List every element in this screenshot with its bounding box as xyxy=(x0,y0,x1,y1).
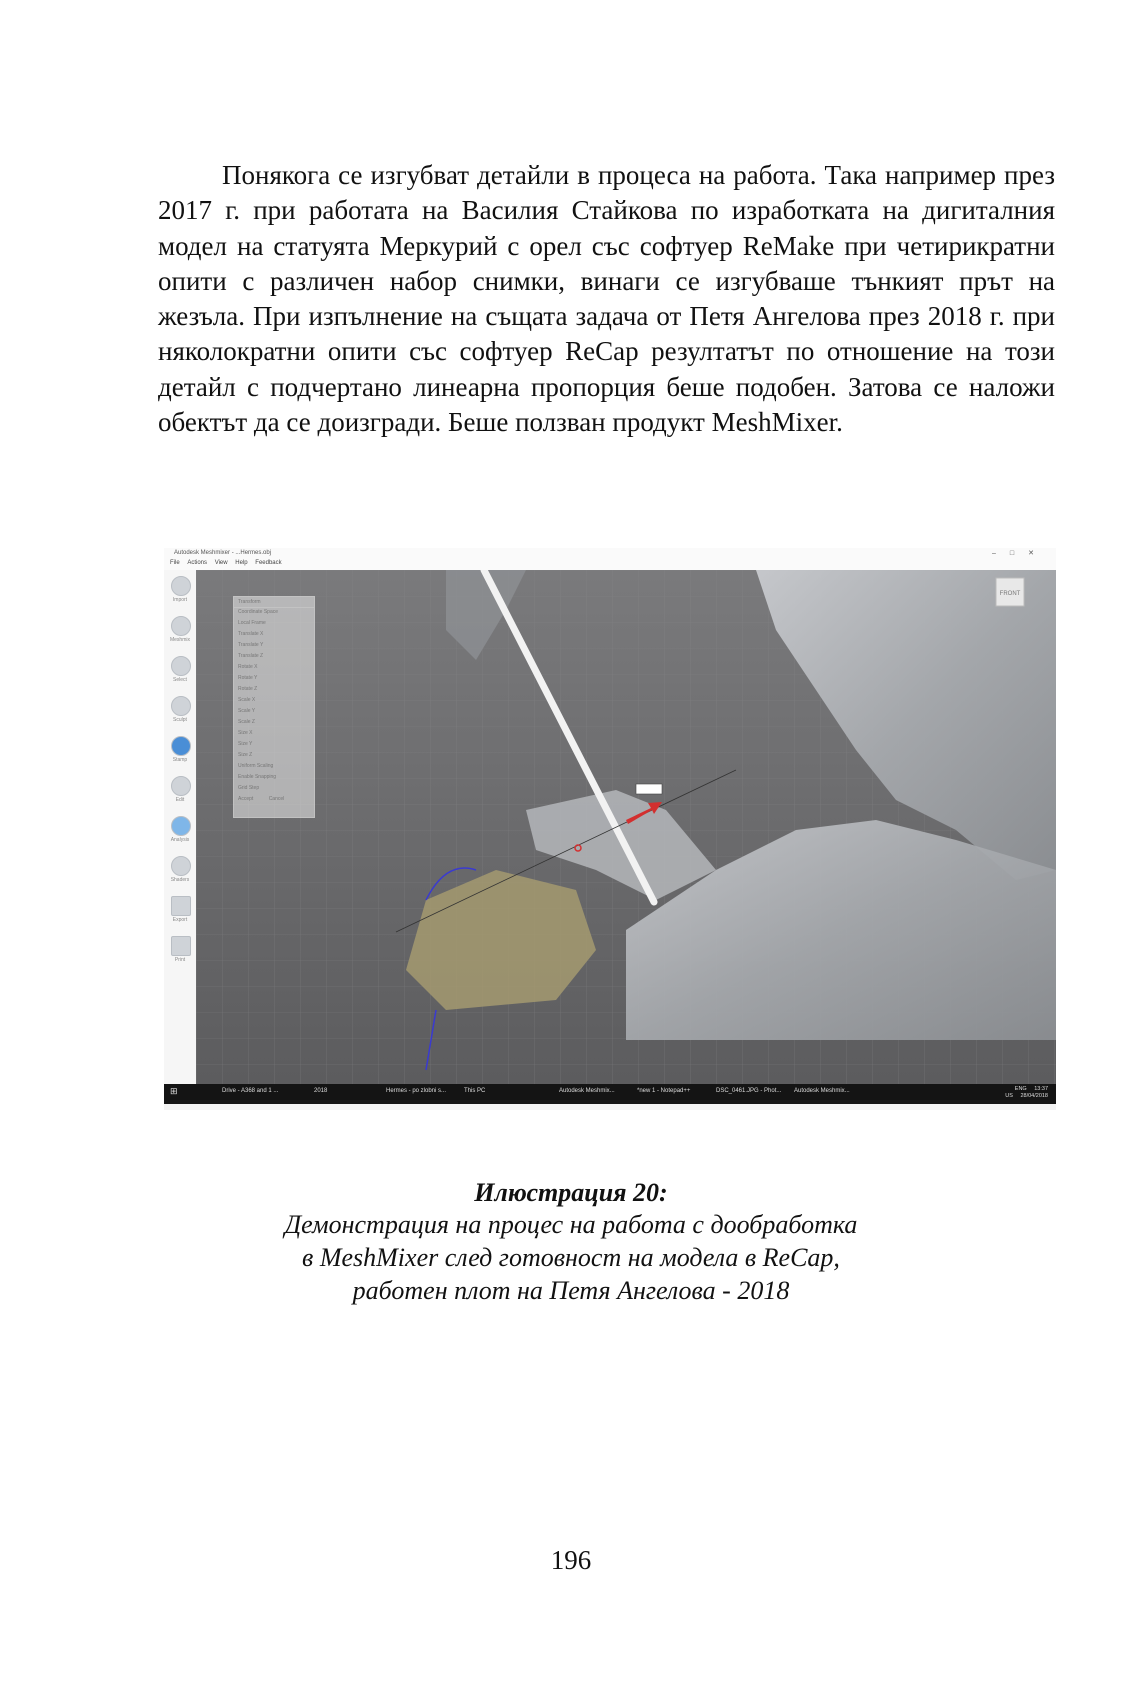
print-icon xyxy=(171,936,191,956)
tray-lang: ENG xyxy=(1014,1086,1027,1092)
body-text: Понякога се изгубват детайли в процеса на работа. Така например през 2017 г. при работата на Василия Стайкова по изработката на дигиталния модел на статуята Меркурий с орел със софтуер ReMake при четирикратни опити с различен набор снимки, винаги се изгубваше тънкият прът на жезъла. При изпълнение на същата задача от Петя Ангелова през 2018 г. при няколократни опити със софтуер ReCap резултатът по отношение на този детайл с подчертано линеарна пропорция беше подобен. Затова се наложи обектът да се доизгради. Беше ползван продукт MeshMixer. xyxy=(158,160,1055,438)
viewport-scene xyxy=(196,570,1056,1084)
caption-line-2: в MeshMixer след готовност на модела в ReCap, xyxy=(302,1243,840,1272)
window-titlebar xyxy=(164,548,1056,560)
taskbar-item[interactable]: Autodesk Meshmix... xyxy=(559,1088,615,1094)
taskbar-item[interactable]: Hermes - po zlobni s... xyxy=(386,1088,447,1094)
sculpt-icon xyxy=(171,696,191,716)
tool-sidebar xyxy=(164,570,197,1084)
transform-panel xyxy=(233,596,315,818)
panel-row[interactable]: Rotate Y xyxy=(238,675,258,681)
body-paragraph xyxy=(158,158,1055,440)
menu-view[interactable]: View xyxy=(214,560,228,566)
taskbar-item[interactable]: Autodesk Meshmix... xyxy=(794,1088,850,1094)
tool-import[interactable]: Import xyxy=(164,570,196,610)
panel-title: Transform xyxy=(234,597,314,608)
view-cube-label: FRONT xyxy=(999,591,1021,597)
menu-help[interactable]: Help xyxy=(235,560,248,566)
taskbar-item[interactable]: 2018 xyxy=(314,1088,328,1094)
panel-row[interactable]: Grid Step xyxy=(238,785,260,791)
shaders-icon xyxy=(171,856,191,876)
import-icon xyxy=(171,576,191,596)
window-controls[interactable]: –□✕ xyxy=(992,550,1048,557)
menu-bar xyxy=(164,560,1056,570)
system-tray[interactable] xyxy=(1005,1086,1048,1100)
export-icon xyxy=(171,896,191,916)
taskbar-item[interactable]: DSC_0461.JPG - Phot... xyxy=(716,1088,782,1094)
panel-row[interactable]: Rotate Z xyxy=(238,686,258,692)
panel-row[interactable]: Size Z xyxy=(238,752,253,758)
tool-print[interactable]: Print xyxy=(164,930,196,970)
menu-feedback[interactable]: Feedback xyxy=(255,560,282,566)
window-title: Autodesk Meshmixer - ...Hermes.obj xyxy=(174,550,272,556)
panel-row[interactable]: Scale X xyxy=(238,697,256,703)
accept-button[interactable]: Accept xyxy=(238,796,254,802)
panel-buttons xyxy=(234,795,314,806)
windows-taskbar xyxy=(164,1084,1056,1104)
caption-line-1: Демонстрация на процес на работа с дообработка xyxy=(284,1210,858,1239)
panel-row[interactable]: Translate Y xyxy=(238,642,264,648)
select-icon xyxy=(171,656,191,676)
tool-meshmix[interactable]: Meshmix xyxy=(164,610,196,650)
panel-row[interactable]: Scale Y xyxy=(238,708,256,714)
panel-row[interactable]: Enable Snapping xyxy=(238,774,277,780)
page-number: 196 xyxy=(550,1545,592,1575)
tool-analysis[interactable]: Analysis xyxy=(164,810,196,850)
tool-export[interactable]: Export xyxy=(164,890,196,930)
panel-row[interactable]: Size X xyxy=(238,730,253,736)
taskbar-item[interactable]: This PC xyxy=(464,1088,486,1094)
tray-time: 13:37 xyxy=(1034,1086,1048,1092)
tray-region: US xyxy=(1005,1093,1013,1099)
cancel-button[interactable]: Cancel xyxy=(268,796,285,802)
caption-line-3: работен плот на Петя Ангелова - 2018 xyxy=(352,1276,790,1305)
tool-sculpt[interactable]: Sculpt xyxy=(164,690,196,730)
meshmix-icon xyxy=(171,616,191,636)
taskbar-item[interactable]: *new 1 - Notepad++ xyxy=(637,1088,691,1094)
3d-viewport[interactable] xyxy=(196,570,1056,1084)
panel-row[interactable]: Rotate X xyxy=(238,664,258,670)
tool-select[interactable]: Select xyxy=(164,650,196,690)
panel-row[interactable]: Translate X xyxy=(238,631,264,637)
panel-row: Coordinate Space xyxy=(238,609,279,615)
panel-row[interactable]: Uniform Scaling xyxy=(238,763,274,769)
panel-row[interactable]: Local Frame xyxy=(238,620,266,626)
tool-edit[interactable]: Edit xyxy=(164,770,196,810)
size-label xyxy=(636,784,662,794)
start-button[interactable]: ⊞ xyxy=(170,1086,178,1096)
menu-actions[interactable]: Actions xyxy=(187,560,208,566)
caption-title: Илюстрация 20: xyxy=(474,1178,668,1207)
menu-file[interactable]: File xyxy=(170,560,180,566)
analysis-icon xyxy=(171,816,191,836)
stamp-icon xyxy=(171,736,191,756)
taskbar-item[interactable]: Drive - A368 and 1 ... xyxy=(222,1088,279,1094)
meshmixer-screenshot xyxy=(164,548,1056,1110)
tool-shaders[interactable]: Shaders xyxy=(164,850,196,890)
panel-row[interactable]: Size Y xyxy=(238,741,253,747)
tool-stamp[interactable]: Stamp xyxy=(164,730,196,770)
edit-icon xyxy=(171,776,191,796)
panel-row[interactable]: Scale Z xyxy=(238,719,255,725)
tray-date: 28/04/2018 xyxy=(1020,1093,1048,1099)
panel-row[interactable]: Translate Z xyxy=(238,653,264,659)
